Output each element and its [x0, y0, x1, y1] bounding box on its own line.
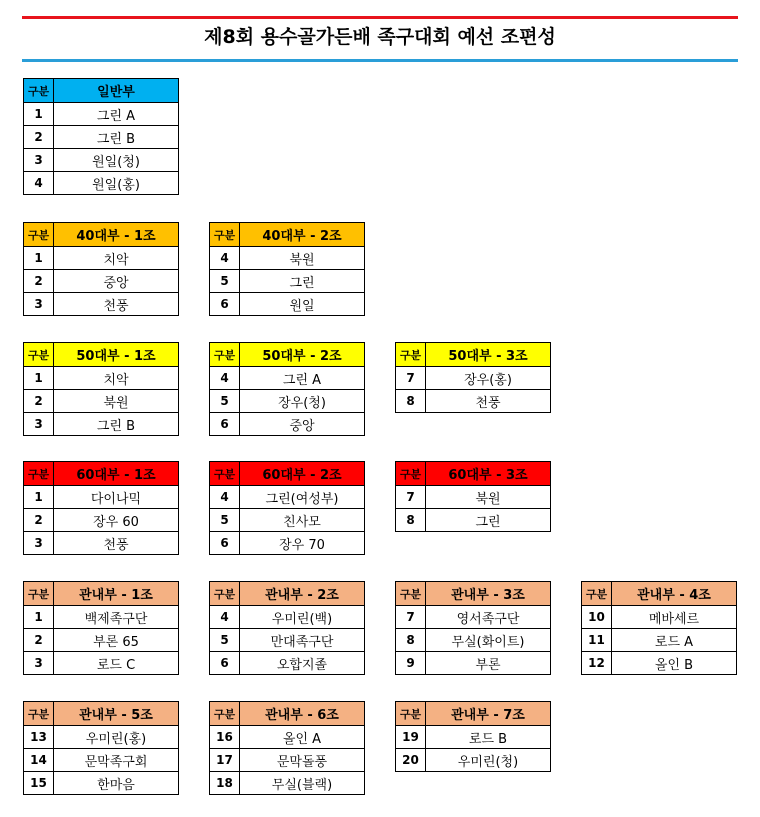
group-header-row: [210, 462, 365, 486]
team-name: 장우(청): [240, 390, 365, 413]
team-row: [396, 367, 551, 390]
team-row: [582, 629, 737, 652]
team-name: 무실(블랙): [240, 772, 365, 795]
team-number: 2: [24, 390, 54, 413]
column-label-gubun: 구분: [24, 223, 54, 247]
team-name: 영서족구단: [426, 606, 551, 629]
team-number: 3: [24, 149, 54, 172]
team-number: 6: [210, 293, 240, 316]
group-header-row: [210, 223, 365, 247]
team-number: 16: [210, 726, 240, 749]
team-row: [24, 772, 179, 795]
column-label-gubun: 구분: [24, 343, 54, 367]
team-number: 3: [24, 413, 54, 436]
team-number: 7: [396, 486, 426, 509]
column-label-gubun: 구분: [210, 462, 240, 486]
group-name: 관내부 - 6조: [240, 702, 365, 726]
team-number: 12: [582, 652, 612, 675]
team-name: 장우(홍): [426, 367, 551, 390]
group-header-row: [582, 582, 737, 606]
team-number: 1: [24, 486, 54, 509]
team-row: [24, 486, 179, 509]
team-name: 장우 70: [240, 532, 365, 555]
group-table: [395, 701, 551, 772]
group-header-row: [24, 79, 179, 103]
team-name: 치악: [54, 247, 179, 270]
team-number: 3: [24, 532, 54, 555]
team-row: [24, 126, 179, 149]
team-row: [24, 293, 179, 316]
team-name: 다이나믹: [54, 486, 179, 509]
team-number: 8: [396, 509, 426, 532]
team-row: [210, 749, 365, 772]
group-name: 관내부 - 3조: [426, 582, 551, 606]
team-name: 부론: [426, 652, 551, 675]
team-row: [210, 247, 365, 270]
group-name: 40대부 - 2조: [240, 223, 365, 247]
team-name: 그린: [240, 270, 365, 293]
team-number: 6: [210, 532, 240, 555]
team-row: [210, 486, 365, 509]
team-row: [210, 772, 365, 795]
team-number: 14: [24, 749, 54, 772]
team-row: [210, 270, 365, 293]
column-label-gubun: 구분: [210, 582, 240, 606]
team-row: [210, 413, 365, 436]
column-label-gubun: 구분: [396, 462, 426, 486]
team-name: 그린: [426, 509, 551, 532]
team-name: 천풍: [54, 532, 179, 555]
team-number: 8: [396, 629, 426, 652]
group-table: [395, 581, 551, 675]
group-header-row: [396, 702, 551, 726]
team-name: 한마음: [54, 772, 179, 795]
team-number: 5: [210, 390, 240, 413]
team-number: 2: [24, 509, 54, 532]
team-row: [24, 172, 179, 195]
group-header-row: [210, 702, 365, 726]
team-name: 우미린(홍): [54, 726, 179, 749]
team-number: 3: [24, 652, 54, 675]
team-row: [24, 606, 179, 629]
team-number: 13: [24, 726, 54, 749]
team-name: 문막족구회: [54, 749, 179, 772]
team-row: [24, 652, 179, 675]
group-name: 40대부 - 1조: [54, 223, 179, 247]
team-name: 북원: [426, 486, 551, 509]
team-name: 그린(여성부): [240, 486, 365, 509]
team-number: 1: [24, 367, 54, 390]
group-table: [209, 581, 365, 675]
team-row: [24, 749, 179, 772]
team-row: [396, 486, 551, 509]
team-name: 우미린(청): [426, 749, 551, 772]
team-row: [396, 652, 551, 675]
group-header-row: [210, 343, 365, 367]
team-row: [24, 629, 179, 652]
team-row: [24, 247, 179, 270]
team-name: 만대족구단: [240, 629, 365, 652]
team-number: 4: [210, 486, 240, 509]
team-number: 6: [210, 652, 240, 675]
team-number: 5: [210, 270, 240, 293]
team-name: 북원: [240, 247, 365, 270]
team-row: [210, 629, 365, 652]
group-name: 관내부 - 1조: [54, 582, 179, 606]
team-name: 부론 65: [54, 629, 179, 652]
group-table: [209, 222, 365, 316]
group-table: [395, 461, 551, 532]
group-table: [23, 581, 179, 675]
group-header-row: [24, 702, 179, 726]
team-name: 그린 A: [54, 103, 179, 126]
team-name: 올인 A: [240, 726, 365, 749]
team-number: 2: [24, 629, 54, 652]
team-row: [24, 532, 179, 555]
team-row: [210, 652, 365, 675]
team-row: [24, 149, 179, 172]
team-number: 19: [396, 726, 426, 749]
group-name: 50대부 - 2조: [240, 343, 365, 367]
team-row: [210, 293, 365, 316]
team-name: 친사모: [240, 509, 365, 532]
team-number: 5: [210, 629, 240, 652]
team-number: 10: [582, 606, 612, 629]
team-name: 그린 B: [54, 126, 179, 149]
team-row: [210, 367, 365, 390]
column-label-gubun: 구분: [210, 343, 240, 367]
team-number: 6: [210, 413, 240, 436]
group-header-row: [396, 582, 551, 606]
team-number: 5: [210, 509, 240, 532]
team-row: [396, 509, 551, 532]
group-table: [23, 342, 179, 436]
team-number: 4: [210, 247, 240, 270]
column-label-gubun: 구분: [396, 343, 426, 367]
team-row: [24, 390, 179, 413]
team-name: 원일(청): [54, 149, 179, 172]
group-table: [581, 581, 737, 675]
group-table: [209, 461, 365, 555]
team-number: 9: [396, 652, 426, 675]
team-row: [24, 367, 179, 390]
team-name: 천풍: [54, 293, 179, 316]
team-name: 중앙: [240, 413, 365, 436]
team-name: 원일(홍): [54, 172, 179, 195]
group-table: [23, 222, 179, 316]
group-name: 60대부 - 3조: [426, 462, 551, 486]
team-name: 로드 B: [426, 726, 551, 749]
group-table: [23, 701, 179, 795]
team-name: 무실(화이트): [426, 629, 551, 652]
group-header-row: [24, 223, 179, 247]
team-name: 중앙: [54, 270, 179, 293]
team-row: [396, 390, 551, 413]
team-number: 2: [24, 270, 54, 293]
group-table: [209, 701, 365, 795]
team-row: [24, 726, 179, 749]
team-number: 3: [24, 293, 54, 316]
team-row: [210, 532, 365, 555]
column-label-gubun: 구분: [396, 582, 426, 606]
team-number: 18: [210, 772, 240, 795]
group-header-row: [396, 462, 551, 486]
group-header-row: [24, 582, 179, 606]
team-number: 4: [210, 367, 240, 390]
team-name: 원일: [240, 293, 365, 316]
group-table: [23, 78, 179, 195]
team-number: 8: [396, 390, 426, 413]
team-row: [582, 652, 737, 675]
team-name: 백제족구단: [54, 606, 179, 629]
group-name: 일반부: [54, 79, 179, 103]
team-name: 로드 C: [54, 652, 179, 675]
group-table: [209, 342, 365, 436]
column-label-gubun: 구분: [24, 462, 54, 486]
team-number: 7: [396, 367, 426, 390]
column-label-gubun: 구분: [396, 702, 426, 726]
team-name: 장우 60: [54, 509, 179, 532]
column-label-gubun: 구분: [582, 582, 612, 606]
column-label-gubun: 구분: [24, 582, 54, 606]
team-number: 1: [24, 606, 54, 629]
group-name: 60대부 - 2조: [240, 462, 365, 486]
group-name: 관내부 - 4조: [612, 582, 737, 606]
team-number: 15: [24, 772, 54, 795]
column-label-gubun: 구분: [210, 223, 240, 247]
team-name: 문막돌풍: [240, 749, 365, 772]
group-header-row: [24, 343, 179, 367]
team-row: [24, 413, 179, 436]
team-number: 2: [24, 126, 54, 149]
team-name: 천풍: [426, 390, 551, 413]
group-header-row: [24, 462, 179, 486]
team-row: [24, 509, 179, 532]
team-row: [24, 103, 179, 126]
group-name: 60대부 - 1조: [54, 462, 179, 486]
group-name: 관내부 - 7조: [426, 702, 551, 726]
column-label-gubun: 구분: [24, 702, 54, 726]
team-name: 올인 B: [612, 652, 737, 675]
team-number: 4: [210, 606, 240, 629]
team-number: 1: [24, 247, 54, 270]
team-row: [210, 606, 365, 629]
title-bottom-rule: [22, 59, 738, 62]
column-label-gubun: 구분: [24, 79, 54, 103]
team-number: 7: [396, 606, 426, 629]
group-header-row: [396, 343, 551, 367]
team-name: 메바세르: [612, 606, 737, 629]
team-row: [582, 606, 737, 629]
title-block: [22, 16, 738, 62]
column-label-gubun: 구분: [210, 702, 240, 726]
team-row: [396, 749, 551, 772]
team-row: [210, 509, 365, 532]
group-name: 50대부 - 3조: [426, 343, 551, 367]
group-name: 관내부 - 2조: [240, 582, 365, 606]
group-name: 관내부 - 5조: [54, 702, 179, 726]
team-row: [396, 606, 551, 629]
group-header-row: [210, 582, 365, 606]
group-table: [23, 461, 179, 555]
group-table: [395, 342, 551, 413]
team-number: 11: [582, 629, 612, 652]
group-name: 50대부 - 1조: [54, 343, 179, 367]
team-row: [210, 390, 365, 413]
team-number: 4: [24, 172, 54, 195]
page-title: 제8회 용수골가든배 족구대회 예선 조편성: [204, 26, 556, 48]
team-row: [396, 726, 551, 749]
team-number: 20: [396, 749, 426, 772]
team-row: [24, 270, 179, 293]
team-name: 오합지졸: [240, 652, 365, 675]
team-name: 그린 A: [240, 367, 365, 390]
team-name: 로드 A: [612, 629, 737, 652]
team-name: 그린 B: [54, 413, 179, 436]
team-number: 17: [210, 749, 240, 772]
team-row: [396, 629, 551, 652]
team-name: 북원: [54, 390, 179, 413]
team-name: 치악: [54, 367, 179, 390]
team-name: 우미린(백): [240, 606, 365, 629]
team-row: [210, 726, 365, 749]
team-number: 1: [24, 103, 54, 126]
